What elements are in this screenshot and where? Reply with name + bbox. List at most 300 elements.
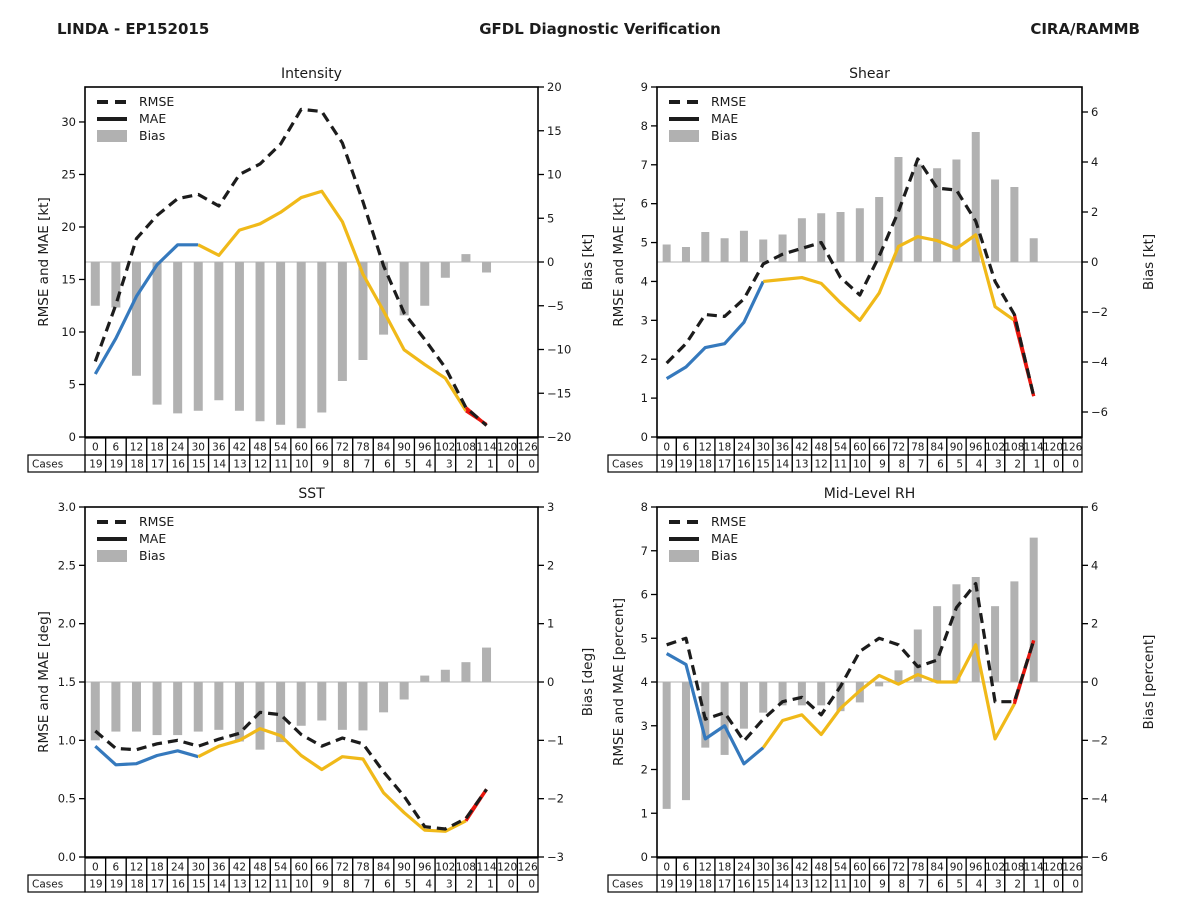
hour-label: 12: [698, 861, 712, 874]
hour-label: 60: [853, 861, 867, 874]
y-axis-right: [538, 80, 571, 444]
hour-label: 24: [737, 861, 751, 874]
cases-value: 18: [698, 458, 712, 471]
cases-value: 14: [212, 878, 227, 891]
tick-label: 0.0: [57, 850, 76, 864]
bias-bar: [759, 240, 767, 263]
forecast-hour-table: [28, 438, 538, 472]
bias-bar: [297, 682, 306, 726]
bias-bar: [875, 682, 883, 686]
cases-value: 4: [975, 878, 983, 891]
tick-label: 1.0: [57, 733, 76, 748]
panel-title: Shear: [849, 66, 890, 82]
bias-bar: [317, 262, 326, 413]
bias-bar: [194, 262, 203, 411]
hour-label: 36: [775, 861, 790, 874]
bias-bar: [441, 262, 450, 278]
hour-label: 12: [129, 861, 144, 874]
cases-value: 8: [898, 458, 906, 471]
tick-label: 4: [1091, 155, 1099, 169]
hour-label: 42: [795, 861, 809, 874]
tick-label: 0: [640, 850, 648, 864]
legend-bias-label: Bias: [711, 128, 738, 143]
page-title: GFDL Diagnostic Verification: [479, 20, 721, 38]
bias-bar: [461, 254, 470, 262]
hour-label: 54: [833, 441, 848, 454]
hour-label: 102: [985, 441, 1006, 454]
cases-value: 6: [384, 878, 391, 891]
hour-label: 48: [253, 441, 267, 454]
hour-label: 72: [891, 441, 906, 454]
bias-bar: [721, 238, 729, 262]
tick-label: 25: [61, 167, 76, 182]
cases-value: 11: [274, 458, 288, 471]
hour-label: 36: [212, 441, 226, 454]
legend-bias-label: Bias: [139, 548, 166, 563]
tick-label: 0: [1091, 255, 1099, 269]
bias-bar: [798, 682, 806, 705]
tick-label: 2.0: [57, 616, 76, 631]
tick-label: 1: [640, 391, 648, 406]
tick-label: −4: [1091, 791, 1108, 806]
cases-value: 11: [833, 878, 848, 891]
hour-label: 96: [969, 861, 983, 874]
hour-label: 36: [212, 861, 226, 874]
hour-label: 108: [455, 861, 476, 874]
tick-label: −3: [547, 850, 564, 864]
y-axis-left: [61, 115, 85, 444]
cases-value: 19: [659, 878, 674, 891]
cases-value: 13: [233, 458, 247, 471]
hour-label: 126: [1062, 441, 1083, 454]
hour-label: 114: [476, 441, 497, 454]
tick-label: 0: [1091, 675, 1099, 689]
cases-value: 3: [445, 458, 453, 471]
legend-bias-label: Bias: [139, 128, 166, 143]
bias-bar: [358, 682, 367, 730]
bias-bar: [400, 682, 409, 700]
tick-label: 2: [640, 352, 648, 367]
forecast-hour-table: [608, 438, 1083, 472]
cases-label: Cases: [32, 878, 64, 891]
tick-label: −20: [547, 430, 572, 444]
cases-value: 18: [698, 878, 712, 891]
hour-label: 114: [1023, 441, 1044, 454]
cases-value: 0: [1072, 458, 1079, 471]
tick-label: 15: [547, 123, 562, 138]
tick-label: 6: [640, 587, 648, 602]
hour-label: 24: [737, 441, 751, 454]
cases-value: 19: [679, 458, 693, 471]
hour-label: 84: [376, 861, 391, 874]
bias-bar: [379, 262, 388, 335]
hour-label: 90: [397, 861, 411, 874]
bias-bar: [740, 682, 748, 729]
tick-label: 2: [640, 762, 648, 777]
hour-label: 120: [1042, 861, 1064, 874]
hour-label: 12: [129, 441, 144, 454]
legend-mae-label: MAE: [139, 531, 167, 546]
tick-label: 20: [61, 219, 76, 234]
cases-value: 9: [322, 458, 330, 471]
cases-value: 8: [342, 878, 350, 891]
bias-bar: [991, 180, 999, 263]
hour-label: 54: [833, 861, 848, 874]
cases-value: 2: [1014, 458, 1022, 471]
cases-value: 5: [956, 458, 964, 471]
legend-rmse-label: RMSE: [139, 514, 175, 529]
cases-label: Cases: [612, 878, 644, 891]
cases-value: 13: [233, 878, 247, 891]
hour-label: 126: [1062, 861, 1083, 874]
bias-bar: [991, 606, 999, 682]
legend-bias-sample: [669, 550, 699, 562]
hour-label: 120: [1042, 441, 1064, 454]
tick-label: 0.5: [57, 791, 76, 806]
tick-label: 10: [547, 167, 562, 182]
tick-label: 8: [640, 118, 648, 133]
cases-value: 19: [89, 878, 103, 891]
hour-label: 30: [191, 441, 205, 454]
hour-label: 18: [150, 441, 164, 454]
hour-label: 84: [930, 861, 944, 874]
cases-value: 0: [507, 458, 515, 471]
bias-bar: [779, 235, 787, 263]
bias-bar: [663, 682, 671, 809]
hour-label: 78: [911, 861, 925, 874]
hour-label: 0: [663, 861, 671, 874]
legend-rmse-label: RMSE: [711, 94, 747, 109]
cases-value: 8: [898, 878, 906, 891]
forecast-hour-table: [28, 858, 538, 892]
cases-value: 14: [775, 458, 790, 471]
cases-value: 1: [487, 458, 494, 471]
cases-value: 7: [917, 458, 925, 471]
legend-bias-sample: [97, 550, 127, 562]
bias-bar: [759, 682, 767, 713]
cases-value: 13: [795, 878, 809, 891]
tick-label: 0: [68, 430, 76, 444]
cases-value: 6: [937, 878, 944, 891]
hour-label: 60: [294, 861, 308, 874]
tick-label: 3: [640, 313, 648, 328]
bias-bar: [132, 682, 141, 732]
cases-value: 16: [171, 458, 185, 471]
cases-value: 12: [253, 878, 268, 891]
y-axis-right-label: Bias [kt]: [580, 233, 596, 291]
bias-bar: [740, 231, 748, 262]
cases-value: 17: [717, 458, 732, 471]
hour-label: 108: [1004, 441, 1025, 454]
hour-label: 96: [418, 441, 432, 454]
hour-label: 78: [356, 861, 370, 874]
tick-label: 5: [640, 235, 648, 250]
hour-label: 42: [795, 441, 809, 454]
cases-value: 3: [995, 878, 1002, 891]
bias-bar: [461, 662, 470, 682]
tick-label: 3: [547, 500, 555, 514]
cases-value: 13: [795, 458, 809, 471]
bias-bar: [379, 682, 388, 712]
cases-value: 19: [659, 458, 674, 471]
bias-bar: [235, 262, 244, 411]
hour-label: 6: [682, 861, 690, 874]
hour-label: 102: [435, 861, 456, 874]
cases-value: 5: [404, 878, 412, 891]
bias-bar: [952, 584, 960, 682]
cases-value: 15: [756, 878, 770, 891]
tick-label: 20: [547, 80, 562, 94]
hour-label: 60: [853, 441, 867, 454]
hour-label: 0: [663, 441, 671, 454]
tick-label: −6: [1091, 850, 1108, 864]
hour-label: 96: [418, 861, 432, 874]
cases-value: 15: [756, 458, 770, 471]
hour-label: 66: [315, 441, 329, 454]
cases-value: 5: [404, 458, 412, 471]
cases-value: 2: [466, 878, 474, 891]
cases-value: 10: [295, 878, 309, 891]
hour-label: 78: [356, 441, 370, 454]
tick-label: 2: [547, 558, 555, 573]
storm-id: LINDA - EP152015: [57, 20, 210, 38]
tick-label: 1: [640, 806, 648, 821]
bias-bar: [297, 262, 306, 428]
credit-label: CIRA/RAMMB: [1030, 20, 1140, 38]
hour-label: 78: [911, 441, 925, 454]
panel-intensity: [0, 60, 600, 480]
cases-value: 5: [956, 878, 964, 891]
tick-label: 0: [547, 255, 555, 269]
tick-label: 7: [640, 157, 648, 172]
cases-value: 6: [937, 458, 944, 471]
tick-label: 9: [640, 80, 648, 94]
bias-bar: [111, 682, 120, 732]
hour-label: 72: [335, 861, 350, 874]
tick-label: 6: [1091, 500, 1099, 514]
bias-bar: [173, 262, 182, 413]
panel-sst: [0, 480, 600, 900]
hour-label: 90: [949, 441, 964, 454]
hour-label: 42: [232, 861, 247, 874]
hour-label: 102: [435, 441, 456, 454]
bias-bar: [1030, 238, 1038, 262]
hour-label: 24: [170, 441, 185, 454]
hour-label: 6: [682, 441, 690, 454]
tick-label: 10: [61, 324, 76, 339]
tick-label: 2: [1091, 616, 1099, 631]
cases-value: 0: [1052, 458, 1060, 471]
cases-value: 17: [150, 458, 165, 471]
hour-label: 42: [232, 441, 247, 454]
cases-value: 19: [679, 878, 693, 891]
tick-label: 7: [640, 543, 648, 558]
cases-value: 16: [737, 458, 751, 471]
bias-bar: [1010, 187, 1018, 262]
cases-value: 19: [89, 458, 103, 471]
hour-label: 108: [455, 441, 476, 454]
hour-label: 66: [872, 861, 886, 874]
cases-value: 19: [109, 878, 124, 891]
hour-label: 90: [397, 441, 411, 454]
hour-label: 102: [985, 861, 1006, 874]
bias-bar: [817, 213, 825, 262]
panel-mid-level-rh: [600, 480, 1200, 900]
hour-label: 30: [191, 861, 205, 874]
header: [0, 0, 1200, 60]
cases-value: 7: [917, 878, 925, 891]
legend-mae-label: MAE: [711, 531, 739, 546]
hour-label: 18: [717, 441, 732, 454]
bias-bar: [194, 682, 203, 732]
panel-title: Mid-Level RH: [823, 486, 916, 502]
y-axis-left-label: RMSE and MAE [percent]: [611, 597, 627, 767]
panel-shear: [600, 60, 1200, 480]
cases-value: 4: [975, 458, 983, 471]
bias-bar: [317, 682, 326, 721]
cases-value: 8: [342, 458, 350, 471]
y-axis-right-label: Bias [deg]: [580, 647, 596, 717]
bias-bar: [256, 262, 265, 421]
bias-bar: [276, 262, 285, 425]
legend-rmse-label: RMSE: [711, 514, 747, 529]
bias-bar: [1030, 538, 1038, 682]
bias-bar: [682, 682, 690, 800]
hour-label: 96: [969, 441, 983, 454]
tick-label: 4: [1091, 558, 1099, 573]
tick-label: −4: [1091, 355, 1108, 369]
cases-value: 16: [737, 878, 751, 891]
tick-label: −2: [1091, 733, 1108, 748]
cases-value: 1: [487, 878, 494, 891]
bias-bar: [91, 262, 100, 306]
y-axis-right-label: Bias [kt]: [1141, 233, 1157, 291]
cases-value: 1: [1033, 878, 1041, 891]
hour-label: 54: [273, 861, 288, 874]
hour-label: 48: [253, 861, 267, 874]
bias-bar: [817, 682, 825, 705]
cases-value: 17: [717, 878, 732, 891]
tick-label: 0: [547, 675, 555, 689]
cases-value: 11: [274, 878, 288, 891]
hour-label: 48: [814, 861, 828, 874]
bias-bar: [338, 682, 347, 730]
hour-label: 84: [376, 441, 391, 454]
tick-label: −6: [1091, 405, 1108, 419]
hour-label: 60: [294, 441, 308, 454]
hour-label: 30: [756, 861, 770, 874]
cases-value: 16: [171, 878, 185, 891]
bias-bar: [153, 682, 162, 735]
cases-label: Cases: [32, 458, 64, 471]
bias-bar: [933, 606, 941, 682]
cases-label: Cases: [612, 458, 644, 471]
bias-bar: [420, 262, 429, 306]
tick-label: 8: [640, 500, 648, 514]
y-axis-left-label: RMSE and MAE [deg]: [36, 611, 52, 753]
cases-value: 15: [192, 878, 206, 891]
tick-label: −2: [547, 791, 564, 806]
panel-title: SST: [298, 486, 325, 502]
cases-value: 9: [879, 878, 886, 891]
bias-bar: [663, 245, 671, 263]
hour-label: 36: [775, 441, 790, 454]
hour-label: 120: [497, 861, 518, 874]
bias-bar: [132, 262, 141, 376]
tick-label: 1: [547, 616, 555, 631]
tick-label: 4: [640, 675, 648, 689]
y-axis-right: [1082, 500, 1108, 864]
y-axis-right: [538, 500, 564, 864]
cases-value: 3: [445, 878, 453, 891]
hour-label: 18: [717, 861, 732, 874]
tick-label: 5: [68, 377, 76, 392]
hour-label: 84: [930, 441, 944, 454]
cases-value: 6: [384, 458, 391, 471]
hour-label: 72: [335, 441, 350, 454]
hour-label: 54: [273, 441, 288, 454]
legend-rmse-label: RMSE: [139, 94, 175, 109]
hour-label: 120: [497, 441, 518, 454]
hour-label: 6: [112, 441, 120, 454]
cases-value: 11: [833, 458, 848, 471]
hour-label: 126: [517, 861, 538, 874]
bias-bar: [701, 232, 709, 262]
hour-label: 24: [170, 861, 185, 874]
hour-label: 30: [756, 441, 770, 454]
cases-value: 0: [1072, 878, 1079, 891]
hour-label: 114: [476, 861, 497, 874]
y-axis-left: [641, 80, 657, 444]
bias-bar: [1010, 581, 1018, 682]
tick-label: −1: [547, 733, 564, 748]
cases-value: 0: [528, 878, 535, 891]
hour-label: 72: [891, 861, 906, 874]
bias-bar: [214, 262, 223, 400]
cases-value: 17: [150, 878, 165, 891]
bias-bar: [482, 648, 491, 682]
cases-value: 0: [507, 878, 515, 891]
cases-value: 19: [109, 458, 124, 471]
cases-value: 4: [425, 458, 433, 471]
tick-label: 2.5: [57, 558, 76, 573]
tick-label: −2: [1091, 305, 1108, 319]
tick-label: 3: [640, 718, 648, 733]
tick-label: −15: [547, 386, 572, 401]
bias-bar: [798, 218, 806, 262]
cases-value: 0: [1052, 878, 1060, 891]
cases-value: 1: [1033, 458, 1041, 471]
panel-grid: [0, 60, 1200, 900]
cases-value: 9: [879, 458, 886, 471]
bias-bar: [682, 247, 690, 262]
hour-label: 126: [517, 441, 538, 454]
hour-label: 0: [91, 441, 99, 454]
y-axis-left-label: RMSE and MAE [kt]: [611, 197, 627, 327]
legend-bias-label: Bias: [711, 548, 738, 563]
cases-value: 2: [1014, 878, 1022, 891]
tick-label: 6: [1091, 105, 1099, 119]
tick-label: 0: [640, 430, 648, 444]
cases-value: 12: [253, 458, 268, 471]
bias-bar: [173, 682, 182, 735]
tick-label: 5: [547, 211, 555, 226]
cases-value: 7: [363, 878, 371, 891]
y-axis-right-label: Bias [percent]: [1141, 634, 1157, 730]
y-axis-left: [641, 500, 657, 864]
y-axis-right: [1082, 105, 1108, 419]
bias-bar: [837, 212, 845, 262]
